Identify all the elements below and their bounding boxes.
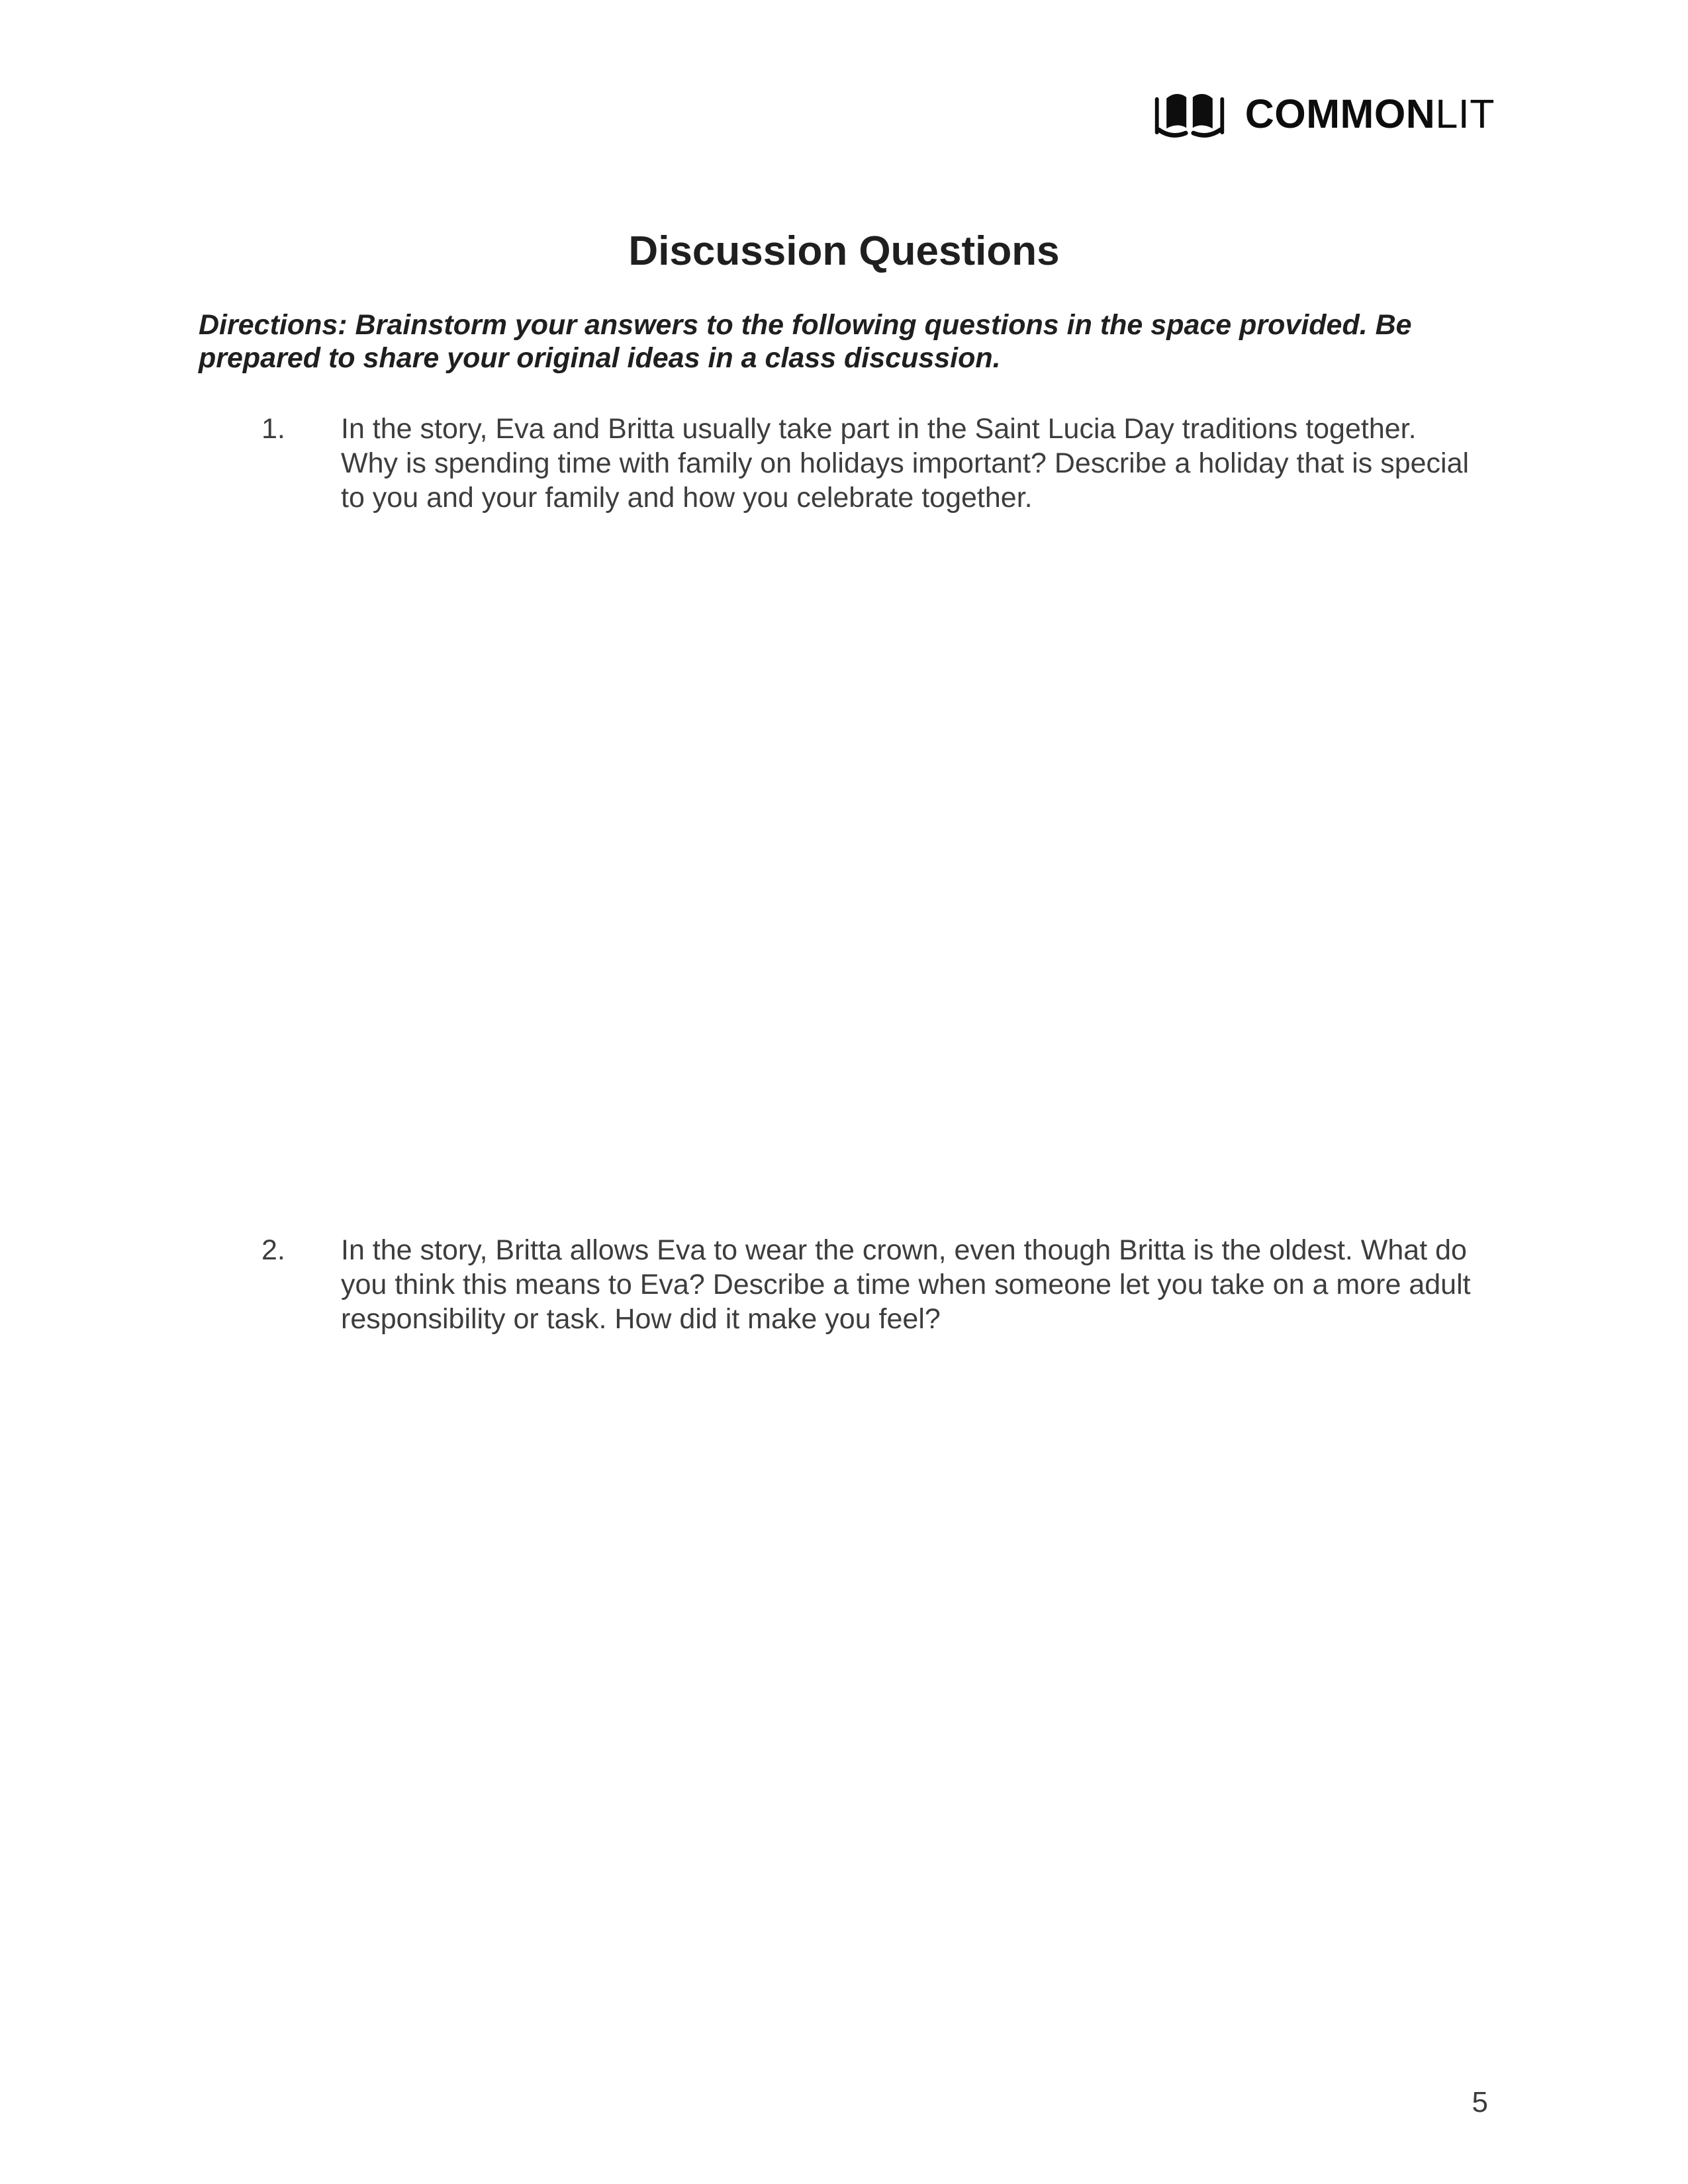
question-item-2 xyxy=(199,1233,1473,1998)
logo-text-lit: LIT xyxy=(1435,91,1495,136)
logo-text-common: COMMON xyxy=(1244,91,1436,136)
answer-space xyxy=(341,1336,1473,1998)
directions-text: Directions: Brainstorm your answers to the following questions in the space provided. Be prepared to share your original ideas in a class discussion. xyxy=(199,309,1412,374)
answer-space xyxy=(341,515,1473,1233)
logo-wordmark xyxy=(1245,91,1495,137)
page-title: Discussion Questions xyxy=(628,228,1060,274)
question-text: In the story, Britta allows Eva to wear the crown, even though Britta is the oldest. What do you think this means to Eva? Describe a time when someone let you take on a more adult responsibility or task. How did it make you feel? xyxy=(341,1234,1471,1335)
question-number: 2. xyxy=(261,1234,285,1266)
question-body xyxy=(341,1233,1473,1998)
question-list xyxy=(199,412,1473,1998)
question-number: 1. xyxy=(261,413,285,445)
question-text: In the story, Eva and Britta usually take part in the Saint Lucia Day traditions together. Why is spending time with family on holidays important? Describe a holiday that is special to you and your family and how you celebrate together. xyxy=(341,413,1470,514)
page-number: 5 xyxy=(1472,2086,1488,2118)
commonlit-logo xyxy=(1151,85,1495,143)
question-item-1 xyxy=(199,412,1473,1233)
open-book-icon xyxy=(1151,85,1228,143)
question-body xyxy=(341,412,1473,1233)
